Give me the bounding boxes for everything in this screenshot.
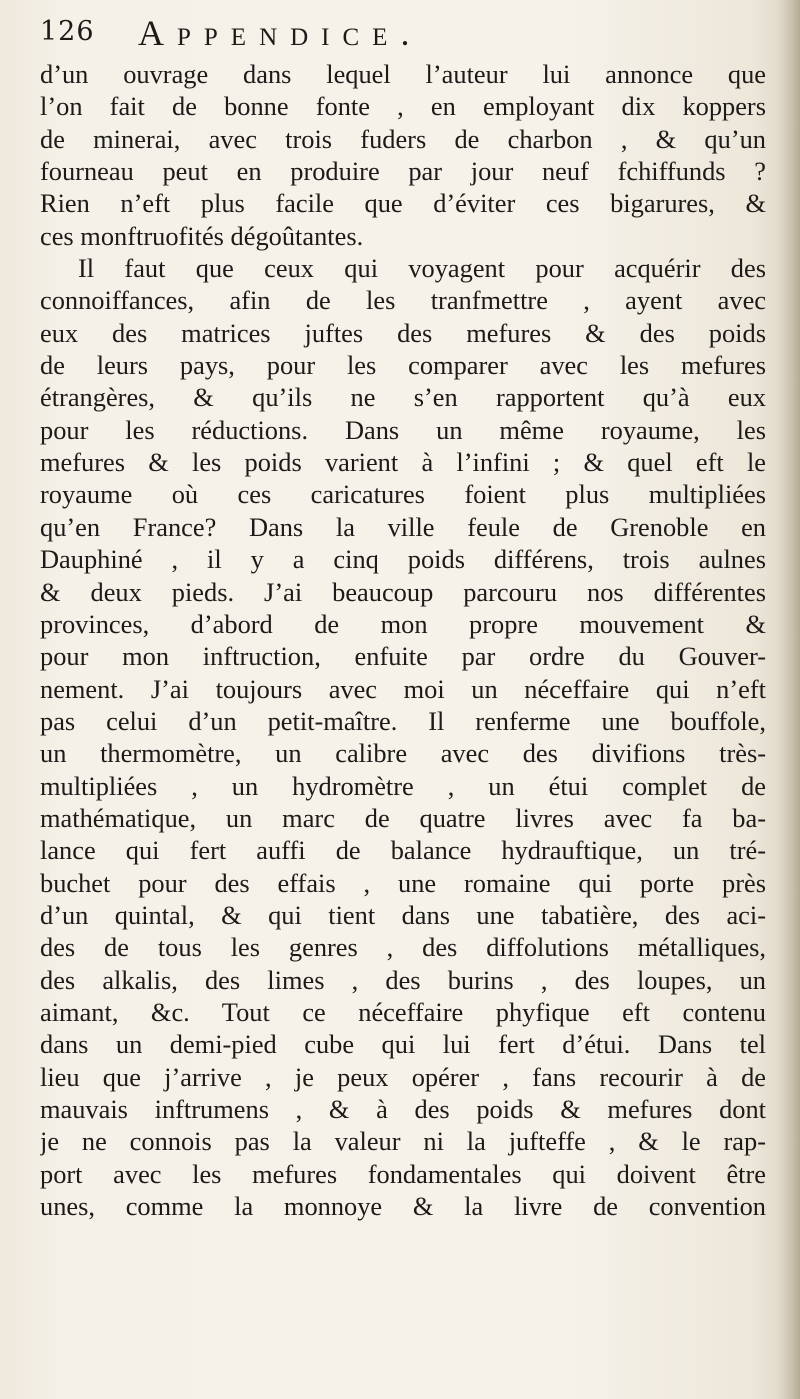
text-line: mathématique, un marc de quatre livres avec fa ba- xyxy=(40,802,766,833)
text-line: fourneau peut en produire par jour neuf fchiffunds ? xyxy=(40,156,766,187)
text-line: dans un demi-pied cube qui lui fert d’étui. Dans tel xyxy=(40,1029,766,1060)
text-line: de leurs pays, pour les comparer avec les mefures xyxy=(40,350,766,381)
text-line: Rien n’eft plus facile que d’éviter ces bigarures, & xyxy=(40,188,766,219)
text-line: l’on fait de bonne fonte , en employant dix koppers xyxy=(40,91,766,122)
page-edge-shadow xyxy=(778,0,800,1399)
text-line: Il faut que ceux qui voyagent pour acquérir des xyxy=(78,253,766,284)
page-number: 126 xyxy=(40,16,95,47)
running-title: Appendice. xyxy=(138,13,423,53)
text-line: mefures & les poids varient à l’infini ; & quel eft le xyxy=(40,447,766,478)
text-line: ces monftruofités dégoûtantes. xyxy=(40,220,364,251)
text-line: des de tous les genres , des diffolutions métalliques, xyxy=(40,932,766,963)
text-line: eux des matrices juftes des mefures & des poids xyxy=(40,317,766,348)
text-line: unes, comme la monnoye & la livre de convention xyxy=(40,1191,766,1222)
text-line: buchet pour des effais , une romaine qui porte près xyxy=(40,867,766,898)
text-line: de minerai, avec trois fuders de charbon , & qu’un xyxy=(40,123,766,154)
text-line: lieu que j’arrive , je peux opérer , fans recourir à de xyxy=(40,1061,766,1092)
text-line: des alkalis, des limes , des burins , des loupes, un xyxy=(40,964,766,995)
body-text xyxy=(40,58,766,1222)
text-line: mauvais inftrumens , & à des poids & mefures dont xyxy=(40,1094,766,1124)
text-line: Dauphiné , il y a cinq poids différens, trois aulnes xyxy=(40,544,766,575)
text-line: un thermomètre, un calibre avec des divifions très- xyxy=(40,738,766,769)
text-line: connoiffances, afin de les tranfmettre , ayent avec xyxy=(40,285,766,316)
text-line: lance qui fert auffi de balance hydrauftique, un tré- xyxy=(40,835,766,866)
text-line: nement. J’ai toujours avec moi un néceffaire qui n’eft xyxy=(40,673,766,704)
text-line: provinces, d’abord de mon propre mouvement & xyxy=(40,608,766,639)
text-line: aimant, &c. Tout ce néceffaire phyfique eft contenu xyxy=(40,996,766,1027)
text-line: pour mon inftruction, enfuite par ordre du Gouver- xyxy=(40,641,766,672)
text-line: pas celui d’un petit-maître. Il renferme une bouffole, xyxy=(40,705,766,736)
text-line: & deux pieds. J’ai beaucoup parcouru nos différentes xyxy=(40,576,766,607)
text-line: d’un quintal, & qui tient dans une tabatière, des aci- xyxy=(40,899,766,930)
page-header xyxy=(40,12,760,54)
text-line: port avec les mefures fondamentales qui doivent être xyxy=(40,1158,766,1189)
text-line: d’un ouvrage dans lequel l’auteur lui annonce que xyxy=(40,59,766,89)
text-line: pour les réductions. Dans un même royaume, les xyxy=(40,414,766,445)
text-line: je ne connois pas la valeur ni la jufteffe , & le rap- xyxy=(40,1126,766,1157)
text-line: qu’en France? Dans la ville feule de Grenoble en xyxy=(40,511,766,542)
text-line: multipliées , un hydromètre , un étui complet de xyxy=(40,770,766,801)
text-line: royaume où ces caricatures foient plus multipliées xyxy=(40,479,766,510)
text-line: étrangères, & qu’ils ne s’en rapportent qu’à eux xyxy=(40,382,766,413)
